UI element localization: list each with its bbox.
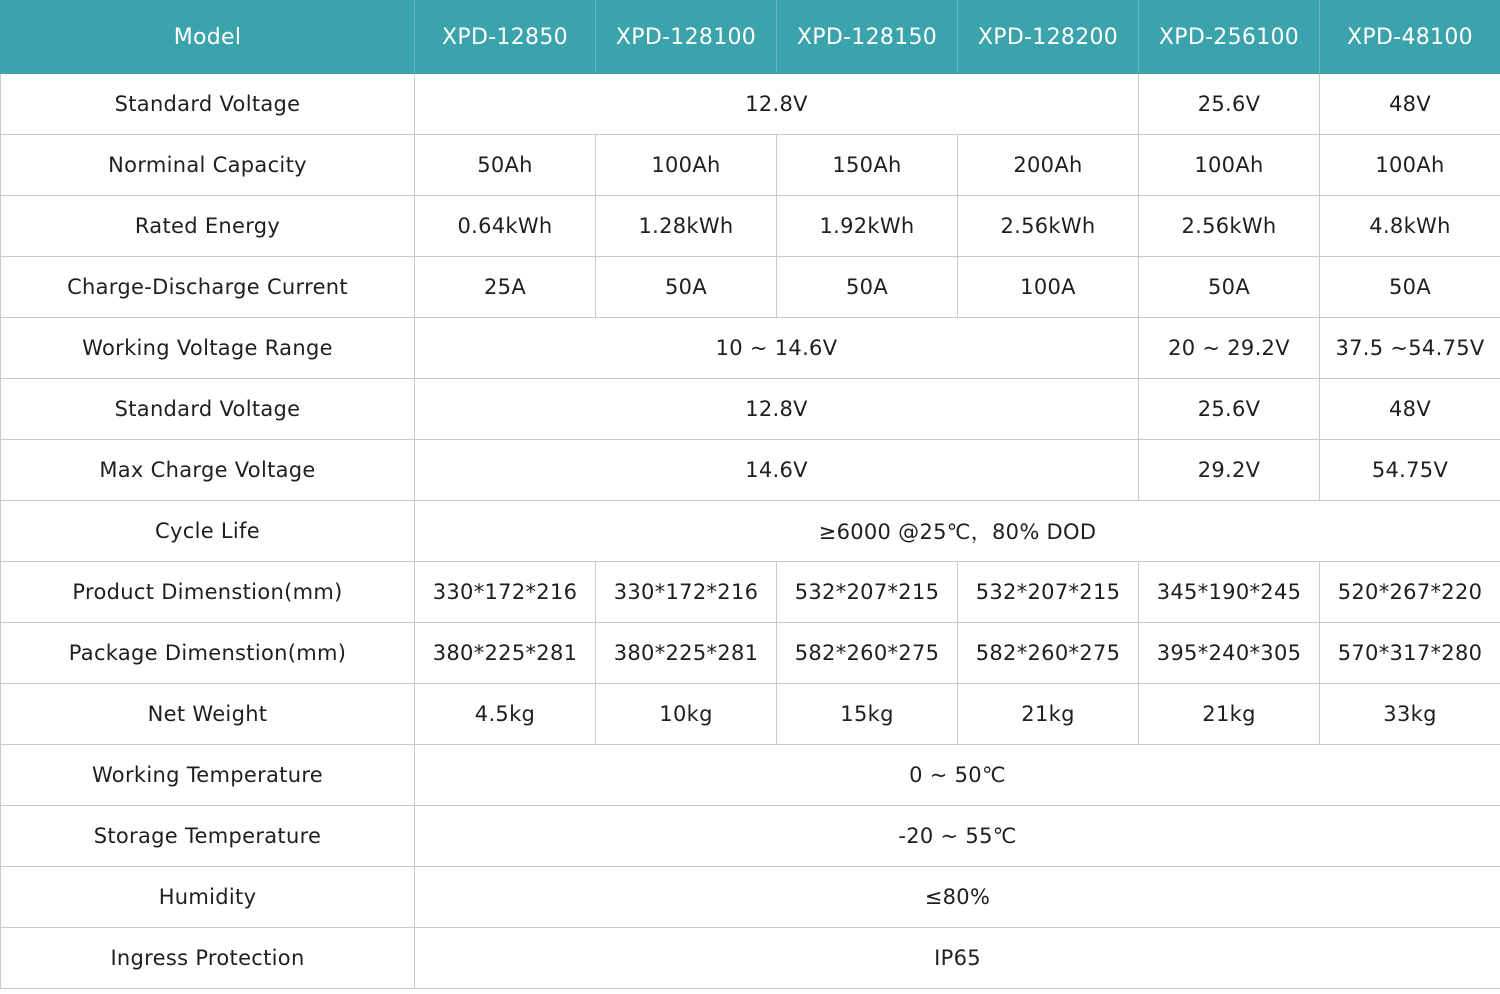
row-label-cell: Storage Temperature bbox=[1, 806, 415, 867]
row-label-cell: Ingress Protection bbox=[1, 928, 415, 989]
value-cell: 50Ah bbox=[415, 135, 596, 196]
table-row bbox=[1, 562, 1500, 623]
value-cell: 25.6V bbox=[1139, 74, 1320, 135]
value-cell: ≤80% bbox=[415, 867, 1500, 928]
value-cell: 582*260*275 bbox=[958, 623, 1139, 684]
row-label-cell: Standard Voltage bbox=[1, 74, 415, 135]
model-header-cell: XPD-256100 bbox=[1139, 1, 1320, 74]
value-cell: 330*172*216 bbox=[415, 562, 596, 623]
value-cell: 21kg bbox=[958, 684, 1139, 745]
row-label-cell: Working Temperature bbox=[1, 745, 415, 806]
value-cell: 10kg bbox=[596, 684, 777, 745]
value-cell: 1.92kWh bbox=[777, 196, 958, 257]
table-row bbox=[1, 684, 1500, 745]
row-label-cell: Standard Voltage bbox=[1, 379, 415, 440]
value-cell: 532*207*215 bbox=[958, 562, 1139, 623]
value-cell: 12.8V bbox=[415, 379, 1139, 440]
row-label-cell: Max Charge Voltage bbox=[1, 440, 415, 501]
value-cell: 25.6V bbox=[1139, 379, 1320, 440]
value-cell: 21kg bbox=[1139, 684, 1320, 745]
value-cell: 37.5 ~54.75V bbox=[1320, 318, 1500, 379]
header-label-cell: Model bbox=[1, 1, 415, 74]
value-cell: 12.8V bbox=[415, 74, 1139, 135]
table-row bbox=[1, 867, 1500, 928]
value-cell: 395*240*305 bbox=[1139, 623, 1320, 684]
value-cell: 29.2V bbox=[1139, 440, 1320, 501]
value-cell: 14.6V bbox=[415, 440, 1139, 501]
value-cell: 330*172*216 bbox=[596, 562, 777, 623]
row-label-cell: Net Weight bbox=[1, 684, 415, 745]
value-cell: 48V bbox=[1320, 379, 1500, 440]
value-cell: 200Ah bbox=[958, 135, 1139, 196]
table-row bbox=[1, 745, 1500, 806]
value-cell: 25A bbox=[415, 257, 596, 318]
value-cell: 570*317*280 bbox=[1320, 623, 1500, 684]
table-row bbox=[1, 806, 1500, 867]
value-cell: 582*260*275 bbox=[777, 623, 958, 684]
value-cell: 50A bbox=[1320, 257, 1500, 318]
value-cell: 0 ~ 50℃ bbox=[415, 745, 1500, 806]
table-row bbox=[1, 135, 1500, 196]
table-row bbox=[1, 623, 1500, 684]
model-header-cell: XPD-12850 bbox=[415, 1, 596, 74]
value-cell: IP65 bbox=[415, 928, 1500, 989]
value-cell: 100A bbox=[958, 257, 1139, 318]
value-cell: 33kg bbox=[1320, 684, 1500, 745]
value-cell: 2.56kWh bbox=[958, 196, 1139, 257]
value-cell: 15kg bbox=[777, 684, 958, 745]
value-cell: 520*267*220 bbox=[1320, 562, 1500, 623]
model-header-cell: XPD-128150 bbox=[777, 1, 958, 74]
model-header-cell: XPD-128100 bbox=[596, 1, 777, 74]
table-row bbox=[1, 196, 1500, 257]
value-cell: 0.64kWh bbox=[415, 196, 596, 257]
value-cell: 380*225*281 bbox=[415, 623, 596, 684]
value-cell: 1.28kWh bbox=[596, 196, 777, 257]
table-row bbox=[1, 501, 1500, 562]
value-cell: -20 ~ 55℃ bbox=[415, 806, 1500, 867]
header-row bbox=[1, 1, 1500, 74]
table-row bbox=[1, 318, 1500, 379]
value-cell: 380*225*281 bbox=[596, 623, 777, 684]
table-row bbox=[1, 928, 1500, 989]
row-label-cell: Norminal Capacity bbox=[1, 135, 415, 196]
row-label-cell: Product Dimenstion(mm) bbox=[1, 562, 415, 623]
table-row bbox=[1, 440, 1500, 501]
value-cell: 150Ah bbox=[777, 135, 958, 196]
value-cell: 532*207*215 bbox=[777, 562, 958, 623]
row-label-cell: Rated Energy bbox=[1, 196, 415, 257]
row-label-cell: Charge-Discharge Current bbox=[1, 257, 415, 318]
row-label-cell: Cycle Life bbox=[1, 501, 415, 562]
value-cell: 4.8kWh bbox=[1320, 196, 1500, 257]
value-cell: 4.5kg bbox=[415, 684, 596, 745]
value-cell: 2.56kWh bbox=[1139, 196, 1320, 257]
value-cell: 50A bbox=[1139, 257, 1320, 318]
value-cell: 100Ah bbox=[596, 135, 777, 196]
value-cell: 48V bbox=[1320, 74, 1500, 135]
value-cell: 100Ah bbox=[1139, 135, 1320, 196]
row-label-cell: Working Voltage Range bbox=[1, 318, 415, 379]
value-cell: 54.75V bbox=[1320, 440, 1500, 501]
row-label-cell: Humidity bbox=[1, 867, 415, 928]
model-header-cell: XPD-128200 bbox=[958, 1, 1139, 74]
value-cell: 20 ~ 29.2V bbox=[1139, 318, 1320, 379]
row-label-cell: Package Dimenstion(mm) bbox=[1, 623, 415, 684]
value-cell: 10 ~ 14.6V bbox=[415, 318, 1139, 379]
table-row bbox=[1, 379, 1500, 440]
table-row bbox=[1, 257, 1500, 318]
value-cell: ≥6000 @25℃，80% DOD bbox=[415, 501, 1500, 562]
value-cell: 50A bbox=[777, 257, 958, 318]
value-cell: 50A bbox=[596, 257, 777, 318]
model-header-cell: XPD-48100 bbox=[1320, 1, 1500, 74]
spec-table-body bbox=[1, 74, 1500, 989]
value-cell: 100Ah bbox=[1320, 135, 1500, 196]
table-row bbox=[1, 74, 1500, 135]
value-cell: 345*190*245 bbox=[1139, 562, 1320, 623]
